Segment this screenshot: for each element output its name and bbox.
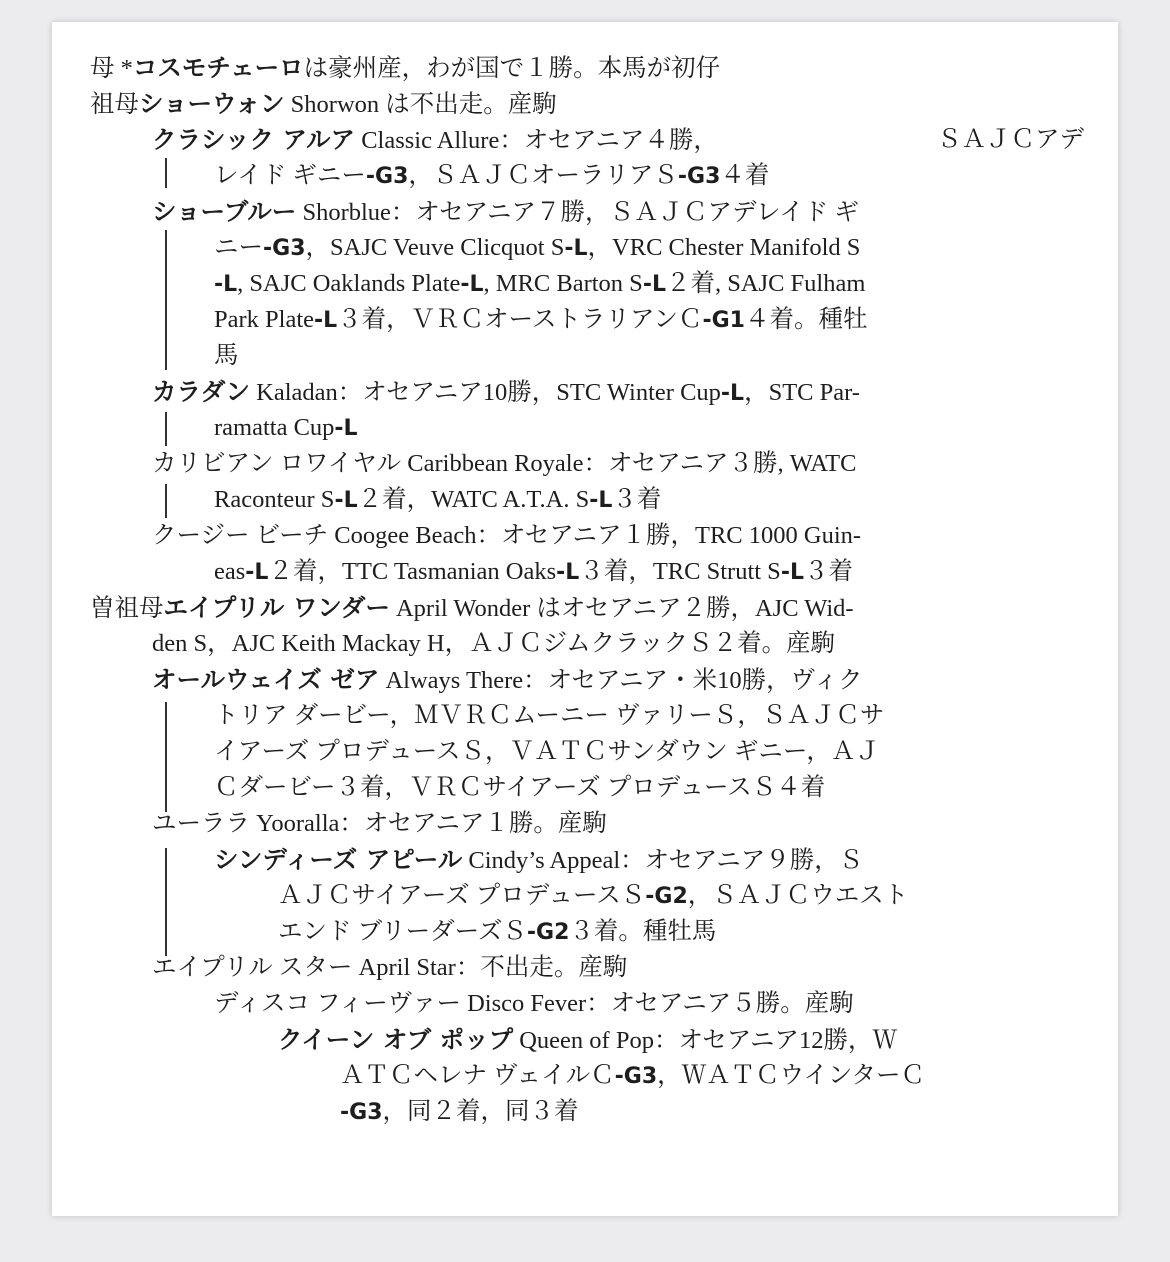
entry-line: トリア ダービー，ＭＶＲＣムーニー ヴァリーＳ，ＳＡＪＣサ — [214, 702, 885, 729]
grade-label: -L — [334, 488, 358, 513]
entry-line: クージー ビーチ Coogee Beach：オセアニア１勝，TRC 1000 Guin- — [152, 522, 862, 549]
grade-label: -G2 — [645, 884, 688, 909]
grade-label: -G3 — [263, 236, 306, 261]
entry-line: ショーブルー Shorblue：オセアニア７勝，ＳＡＪＣアデレイド ギ — [152, 197, 859, 226]
entry-line: オールウェイズ ゼア Always There：オセアニア・米10勝，ヴィク — [152, 665, 863, 694]
tree-line — [165, 230, 167, 370]
grade-label: -L — [556, 560, 580, 585]
grade-label: -L — [564, 236, 588, 261]
entry-line: カラダン Kaladan：オセアニア10勝，STC Winter Cup-L，STC Par- — [152, 377, 860, 406]
entry-line: エイプリル スター April Star：不出走。産駒 — [152, 954, 628, 981]
pedigree-card — [52, 22, 1118, 1216]
horse-name-bold: エイプリル ワンダー — [163, 593, 390, 622]
grade-label: -G3 — [614, 1064, 658, 1089]
entry-line: シンディーズ アピール Cindy’s Appeal：オセアニア９勝，Ｓ — [214, 845, 864, 874]
entry-line: eas-L２着，TTC Tasmanian Oaks-L３着，TRC Strutt S-L３着 — [214, 558, 853, 585]
dam-line: 母 *コスモチェーロは豪州産，わが国で１勝。本馬が初仔 — [90, 53, 721, 82]
horse-name-bold: クラシック アルア — [152, 125, 356, 154]
entry-line: ramatta Cup-L — [214, 414, 358, 441]
entry-line: ニー-G3，SAJC Veuve Clicquot S-L，VRC Chester Manifold S — [214, 234, 861, 261]
horse-name-bold: オールウェイズ ゼア — [152, 665, 380, 694]
grade-label: -L — [720, 381, 745, 406]
tree-line — [165, 848, 167, 956]
tree-line — [165, 412, 167, 446]
horse-name-bold: カラダン — [152, 377, 250, 406]
entry-line: den S，AJC Keith Mackay H，ＡＪＣジムクラックＳ２着。産駒 — [152, 630, 836, 657]
grade-label: -G3 — [677, 164, 721, 189]
entry-line: 馬 — [214, 342, 239, 369]
tree-line — [165, 484, 167, 518]
grade-label: -L — [214, 272, 238, 297]
great-granddam-line: 曽祖母エイプリル ワンダー April Wonder はオセアニア２勝，AJC Wid- — [90, 593, 854, 622]
entry-line: ディスコ フィーヴァー Disco Fever：オセアニア５勝。産駒 — [214, 990, 854, 1017]
entry-line: Raconteur S-L２着，WATC A.T.A. S-L３着 — [214, 486, 662, 513]
entry-line: -G3，同２着，同３着 — [340, 1098, 579, 1125]
tree-line — [165, 702, 167, 812]
grade-label: -G1 — [702, 308, 745, 333]
entry-line: Ｃダービー３着，ＶＲＣサイアーズ プロデュースＳ４着 — [214, 774, 826, 801]
entry-line: ＡＴＣヘレナ ヴェイルＣ-G3，ＷＡＴＣウインターＣ — [340, 1062, 925, 1089]
entry-line: ＡＪＣサイアーズ プロデュースＳ-G2，ＳＡＪＣウエスト — [278, 882, 909, 909]
horse-name-bold: シンディーズ アピール — [214, 845, 463, 874]
grade-label: -G3 — [340, 1100, 383, 1125]
grade-label: -G2 — [526, 920, 570, 945]
horse-name-bold: ショーブルー — [152, 197, 297, 226]
grade-label: -L — [334, 416, 358, 441]
grade-label: -L — [780, 560, 804, 585]
entry-line: ユーララ Yooralla：オセアニア１勝。産駒 — [152, 810, 607, 837]
horse-name-bold: ショーウォン — [139, 89, 285, 118]
granddam-line: 祖母ショーウォン Shorwon は不出走。産駒 — [90, 89, 557, 118]
grade-label: -L — [589, 488, 613, 513]
entry-line: -L, SAJC Oaklands Plate-L, MRC Barton S-L２着, SAJC Fulham — [214, 270, 866, 297]
tree-line — [165, 158, 167, 188]
entry-line: クイーン オブ ポップ Queen of Pop：オセアニア12勝，Ｗ — [278, 1025, 897, 1054]
horse-name-bold: クイーン オブ ポップ — [278, 1025, 514, 1054]
entry-line: イアーズ プロデュースＳ，ＶＡＴＣサンダウン ギニー，ＡＪ — [214, 738, 880, 765]
entry-line: Park Plate-L３着，ＶＲＣオーストラリアンＣ-G1４着。種牡 — [214, 306, 868, 333]
grade-label: -L — [314, 308, 338, 333]
grade-label: -L — [460, 272, 484, 297]
entry-line: クラシック アルア Classic Allure：オセアニア４勝， ＳＡＪＣアデ — [152, 125, 1084, 154]
grade-label: -L — [245, 560, 269, 585]
entry-line: カリビアン ロワイヤル Caribbean Royale：オセアニア３勝, WATC — [152, 450, 857, 477]
entry-line: レイド ギニー-G3，ＳＡＪＣオーラリアＳ-G3４着 — [214, 162, 770, 189]
grade-label: -L — [642, 272, 666, 297]
entry-line: エンド ブリーダーズＳ-G2３着。種牡馬 — [278, 918, 717, 945]
horse-name-bold: コスモチェーロ — [132, 53, 304, 82]
grade-label: -G3 — [365, 164, 409, 189]
